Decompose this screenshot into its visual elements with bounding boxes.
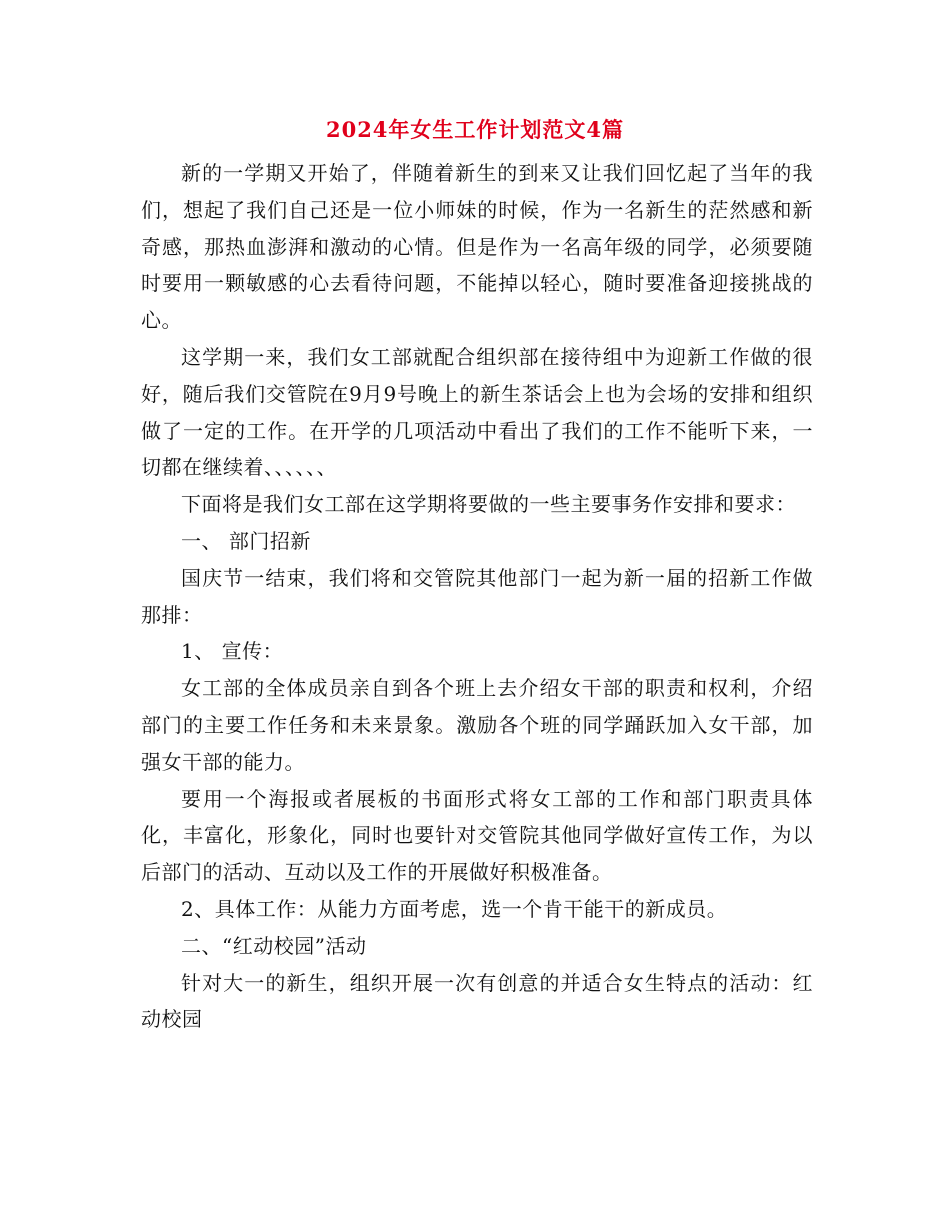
paragraph-plan-intro: 下面将是我们女工部在这学期将要做的一些主要事务作安排和要求： <box>181 492 796 517</box>
paragraph-recruitment: 国庆节一结束，我们将和交管院其他部门一起为新一届的招新工作做那排： <box>141 565 813 627</box>
document-title: 2024年女生工作计划范文4篇 <box>325 117 625 142</box>
paragraph-publicity-visit: 女工部的全体成员亲自到各个班上去介绍女干部的职责和权利，介绍部门的主要工作任务和未来景象。激励各个班的同学踊跃加入女干部，加强女干部的能力。 <box>141 676 813 774</box>
paragraph-semester-work: 这学期一来，我们女工部就配合组织部在接待组中为迎新工作做的很好，随后我们交管院在9月9号晚上的新生茶话会上也为会场的安排和组织做了一定的工作。在开学的几项活动中看出了我们的工作不能听下来，一切都在继续着、、、、、、 <box>141 344 813 480</box>
paragraph-specific-work: 2、具体工作：从能力方面考虑，选一个肯干能干的新成员。 <box>181 896 728 921</box>
paragraph-intro: 新的一学期又开始了，伴随着新生的到来又让我们回忆起了当年的我们，想起了我们自己还是一位小师妹的时候，作为一名新生的茫然感和新奇感，那热血澎湃和激动的心情。但是作为一名高年级的同学，必须要随时要用一颗敏感的心去看待问题，不能掉以轻心，随时要准备迎接挑战的心。 <box>141 161 813 333</box>
subheading-publicity: 1、 宣传： <box>181 639 284 664</box>
document-body <box>141 155 813 1038</box>
section-heading-red-campus: 二、“红动校园”活动 <box>181 933 367 958</box>
paragraph-publicity-poster: 要用一个海报或者展板的书面形式将女工部的工作和部门职责具体化，丰富化，形象化，同时也要针对交管院其他同学做好宣传工作，为以后部门的活动、互动以及工作的开展做好积极准备。 <box>141 786 813 885</box>
paragraph-red-campus: 针对大一的新生，组织开展一次有创意的并适合女生特点的活动：红动校园 <box>141 970 813 1032</box>
section-heading-recruitment: 一、 部门招新 <box>181 528 311 553</box>
